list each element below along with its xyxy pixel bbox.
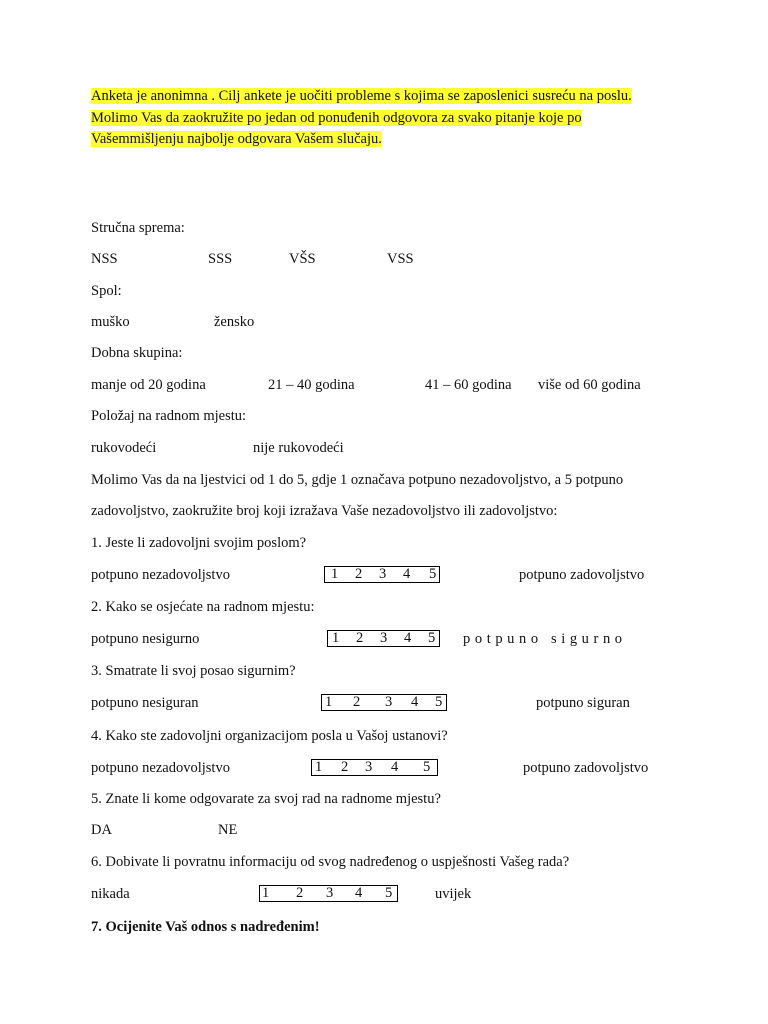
education-label: Stručna sprema: (91, 220, 185, 236)
rating-4[interactable]: 4 (403, 566, 411, 582)
rating-3[interactable]: 3 (365, 759, 373, 775)
rating-4[interactable]: 4 (355, 885, 363, 901)
position-label: Položaj na radnom mjestu: (91, 408, 247, 424)
scale-instructions-line-2: zadovoljstvo, zaokružite broj koji izražava Vaše nezadovoljstvo ili zadovoljstvo: (91, 503, 558, 519)
education-option-vss-2[interactable]: VSS (387, 251, 414, 267)
question-1-text: 1. Jeste li zadovoljni svojim poslom? (91, 535, 307, 551)
question-3-text: 3. Smatrate li svoj posao sigurnim? (91, 663, 296, 679)
scale-instructions-line-1: Molimo Vas da na ljestvici od 1 do 5, gdje 1 označava potpuno nezadovoljstvo, a 5 potpuno (91, 472, 624, 488)
rating-5[interactable]: 5 (423, 759, 431, 775)
question-3-low-label: potpuno nesiguran (91, 695, 199, 711)
education-option-nss[interactable]: NSS (91, 251, 118, 267)
education-option-vss-1[interactable]: VŠS (289, 251, 316, 267)
question-6-text: 6. Dobivate li povratnu informaciju od svog nadređenog o uspješnosti Vašeg rada? (91, 854, 570, 870)
question-6-high-label: uvijek (435, 886, 472, 902)
rating-3[interactable]: 3 (379, 566, 387, 582)
rating-2[interactable]: 2 (355, 566, 363, 582)
education-option-sss[interactable]: SSS (208, 251, 233, 267)
rating-5[interactable]: 5 (428, 630, 436, 646)
rating-1[interactable]: 1 (332, 630, 340, 646)
rating-5[interactable]: 5 (429, 566, 437, 582)
question-2-rating-scale[interactable] (327, 630, 440, 647)
question-2-low-label: potpuno nesigurno (91, 631, 200, 647)
question-4-low-label: potpuno nezadovoljstvo (91, 760, 230, 776)
question-1-high-label: potpuno zadovoljstvo (519, 567, 645, 583)
question-5-option-no[interactable]: NE (218, 822, 238, 838)
gender-label: Spol: (91, 283, 122, 299)
intro-line-1: Anketa je anonimna . Cilj ankete je uočiti probleme s kojima se zaposlenici susreću na poslu. (91, 88, 632, 104)
intro-line-3: Vašemmišljenju najbolje odgovara Vašem slučaju. (91, 131, 382, 147)
position-option-non-manager[interactable]: nije rukovodeći (253, 440, 344, 456)
question-6-rating-scale[interactable] (259, 885, 398, 902)
rating-3[interactable]: 3 (380, 630, 388, 646)
question-6-low-label: nikada (91, 886, 130, 902)
question-1-low-label: potpuno nezadovoljstvo (91, 567, 230, 583)
question-7-heading: 7. Ocijenite Vaš odnos s nadređenim! (91, 919, 320, 935)
question-3-rating-scale[interactable] (321, 694, 447, 711)
position-option-manager[interactable]: rukovodeći (91, 440, 157, 456)
rating-1[interactable]: 1 (262, 885, 270, 901)
rating-1[interactable]: 1 (315, 759, 323, 775)
question-4-rating-scale[interactable] (311, 759, 438, 776)
rating-5[interactable]: 5 (435, 694, 443, 710)
rating-4[interactable]: 4 (411, 694, 419, 710)
rating-2[interactable]: 2 (341, 759, 349, 775)
intro-line-2: Molimo Vas da zaokružite po jedan od ponuđenih odgovora za svako pitanje koje po (91, 109, 582, 126)
question-1-rating-scale[interactable] (324, 566, 440, 583)
gender-option-male[interactable]: muško (91, 314, 130, 330)
rating-4[interactable]: 4 (404, 630, 412, 646)
rating-2[interactable]: 2 (356, 630, 364, 646)
rating-5[interactable]: 5 (385, 885, 393, 901)
question-4-high-label: potpuno zadovoljstvo (523, 760, 649, 776)
question-4-text: 4. Kako ste zadovoljni organizacijom posla u Vašoj ustanovi? (91, 728, 448, 744)
age-option-41-60[interactable]: 41 – 60 godina (425, 377, 512, 393)
rating-4[interactable]: 4 (391, 759, 399, 775)
question-5-text: 5. Znate li kome odgovarate za svoj rad na radnome mjestu? (91, 791, 441, 807)
question-5-option-yes[interactable]: DA (91, 822, 112, 838)
rating-1[interactable]: 1 (331, 566, 339, 582)
rating-3[interactable]: 3 (385, 694, 393, 710)
question-2-text: 2. Kako se osjećate na radnom mjestu: (91, 599, 315, 615)
age-option-over-60[interactable]: više od 60 godina (538, 377, 641, 393)
age-option-21-40[interactable]: 21 – 40 godina (268, 377, 355, 393)
survey-intro (91, 86, 691, 151)
question-2-high-label: potpuno sigurno (463, 631, 627, 647)
rating-3[interactable]: 3 (326, 885, 334, 901)
question-3-high-label: potpuno siguran (536, 695, 630, 711)
rating-1[interactable]: 1 (325, 694, 333, 710)
age-label: Dobna skupina: (91, 345, 183, 361)
age-option-under-20[interactable]: manje od 20 godina (91, 377, 206, 393)
rating-2[interactable]: 2 (296, 885, 304, 901)
gender-option-female[interactable]: žensko (214, 314, 255, 330)
rating-2[interactable]: 2 (353, 694, 361, 710)
